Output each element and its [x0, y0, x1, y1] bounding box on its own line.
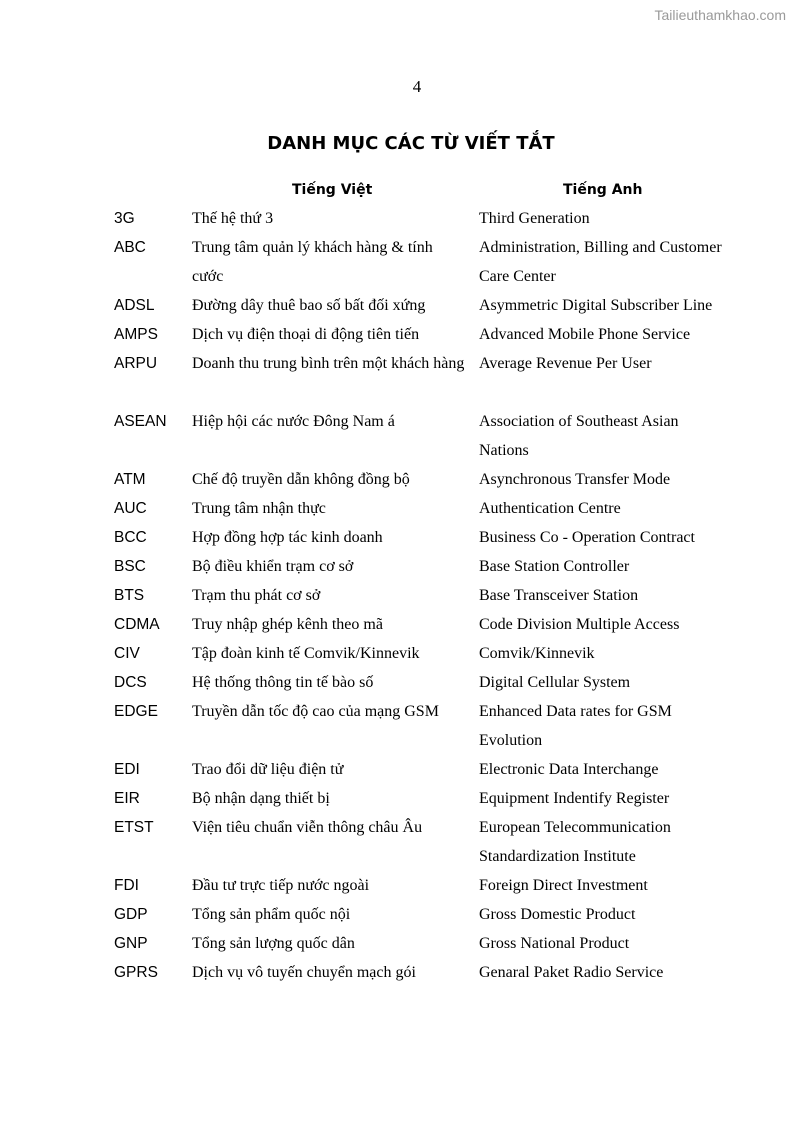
vietnamese-term: Đường dây thuê bao số bất đối xứng [192, 297, 426, 314]
vietnamese-term: Doanh thu trung bình trên một khách hàng [192, 355, 465, 372]
english-term: European Telecommunication Standardization Institute [479, 819, 671, 865]
abbreviation: EDGE [114, 703, 158, 720]
english-term: Gross National Product [479, 935, 630, 952]
english-term: Code Division Multiple Access [479, 616, 680, 633]
english-term: Enhanced Data rates for GSM Evolution [479, 703, 672, 749]
vietnamese-term: Tập đoàn kinh tế Comvik/Kinnevik [192, 645, 420, 662]
table-row [0, 639, 794, 668]
table-row [0, 233, 794, 291]
column-header-vietnamese: Tiếng Việt [292, 182, 373, 198]
table-row [0, 697, 794, 755]
abbreviation: BCC [114, 529, 147, 546]
vietnamese-term: Hệ thống thông tin tế bào số [192, 674, 374, 691]
english-term: Advanced Mobile Phone Service [479, 326, 691, 343]
vietnamese-term: Bộ điều khiển trạm cơ sở [192, 558, 354, 575]
english-term: Asymmetric Digital Subscriber Line [479, 297, 713, 314]
table-row [0, 610, 794, 639]
abbreviation: ARPU [114, 355, 158, 372]
english-term: Gross Domestic Product [479, 906, 636, 923]
english-term: Comvik/Kinnevik [479, 645, 595, 662]
vietnamese-term: Đầu tư trực tiếp nước ngoài [192, 877, 370, 894]
english-term: Base Transceiver Station [479, 587, 639, 604]
abbreviation: CDMA [114, 616, 160, 633]
abbreviation-table [0, 204, 794, 987]
table-row [0, 552, 794, 581]
table-row [0, 755, 794, 784]
abbreviation: ASEAN [114, 413, 167, 430]
table-row [0, 784, 794, 813]
abbreviation: GDP [114, 906, 148, 923]
table-row [0, 407, 794, 465]
page-title: DANH MỤC CÁC TỪ VIẾT TẮT [267, 133, 555, 154]
abbreviation: GPRS [114, 964, 158, 981]
vietnamese-term: Trạm thu phát cơ sở [192, 587, 321, 604]
english-term: Association of Southeast Asian Nations [479, 413, 679, 459]
table-row [0, 871, 794, 900]
table-row [0, 320, 794, 349]
abbreviation: ETST [114, 819, 154, 836]
vietnamese-term: Trao đổi dữ liệu điện tử [192, 761, 344, 778]
table-row [0, 523, 794, 552]
vietnamese-term: Tổng sản lượng quốc dân [192, 935, 355, 952]
table-row [0, 291, 794, 320]
table-row [0, 958, 794, 987]
english-term: Digital Cellular System [479, 674, 631, 691]
table-row [0, 900, 794, 929]
vietnamese-term: Hiệp hội các nước Đông Nam á [192, 413, 395, 430]
vietnamese-term: Truy nhập ghép kênh theo mã [192, 616, 383, 633]
table-row [0, 204, 794, 233]
vietnamese-term: Truyền dẫn tốc độ cao của mạng GSM [192, 703, 439, 720]
table-row [0, 813, 794, 871]
english-term: Administration, Billing and Customer Care Center [479, 239, 722, 285]
abbreviation: CIV [114, 645, 140, 662]
english-term: Average Revenue Per User [479, 355, 652, 372]
english-term: Foreign Direct Investment [479, 877, 648, 894]
abbreviation: ADSL [114, 297, 155, 314]
abbreviation: 3G [114, 210, 135, 227]
abbreviation: EDI [114, 761, 140, 778]
vietnamese-term: Viện tiêu chuẩn viễn thông châu Âu [192, 819, 423, 836]
table-row [0, 929, 794, 958]
table-row [0, 668, 794, 697]
vietnamese-term: Tổng sản phẩm quốc nội [192, 906, 351, 923]
english-term: Genaral Paket Radio Service [479, 964, 664, 981]
vietnamese-term: Chế độ truyền dẫn không đồng bộ [192, 471, 410, 488]
vietnamese-term: Thế hệ thứ 3 [192, 210, 274, 227]
table-row [0, 581, 794, 610]
abbreviation: ATM [114, 471, 146, 488]
english-term: Base Station Controller [479, 558, 630, 575]
vietnamese-term: Dịch vụ điện thoại di động tiên tiến [192, 326, 420, 343]
table-row [0, 494, 794, 523]
abbreviation: EIR [114, 790, 140, 807]
vietnamese-term: Hợp đồng hợp tác kinh doanh [192, 529, 383, 546]
abbreviation: ABC [114, 239, 146, 256]
table-row [0, 349, 794, 407]
english-term: Authentication Centre [479, 500, 621, 517]
vietnamese-term: Trung tâm nhận thực [192, 500, 326, 517]
english-term: Business Co - Operation Contract [479, 529, 695, 546]
table-row [0, 465, 794, 494]
vietnamese-term: Dịch vụ vô tuyến chuyển mạch gói [192, 964, 416, 981]
english-term: Third Generation [479, 210, 590, 227]
english-term: Asynchronous Transfer Mode [479, 471, 671, 488]
watermark: Tailieuthamkhao.com [654, 7, 786, 23]
vietnamese-term: Trung tâm quản lý khách hàng & tính cước [192, 239, 433, 285]
abbreviation: FDI [114, 877, 139, 894]
vietnamese-term: Bộ nhận dạng thiết bị [192, 790, 330, 807]
abbreviation: AMPS [114, 326, 158, 343]
english-term: Equipment Indentify Register [479, 790, 670, 807]
abbreviation: BTS [114, 587, 145, 604]
abbreviation: BSC [114, 558, 146, 575]
abbreviation: AUC [114, 500, 147, 517]
abbreviation: GNP [114, 935, 148, 952]
column-header-english: Tiếng Anh [563, 182, 643, 198]
english-term: Electronic Data Interchange [479, 761, 659, 778]
abbreviation: DCS [114, 674, 147, 691]
page-number: 4 [412, 77, 422, 96]
